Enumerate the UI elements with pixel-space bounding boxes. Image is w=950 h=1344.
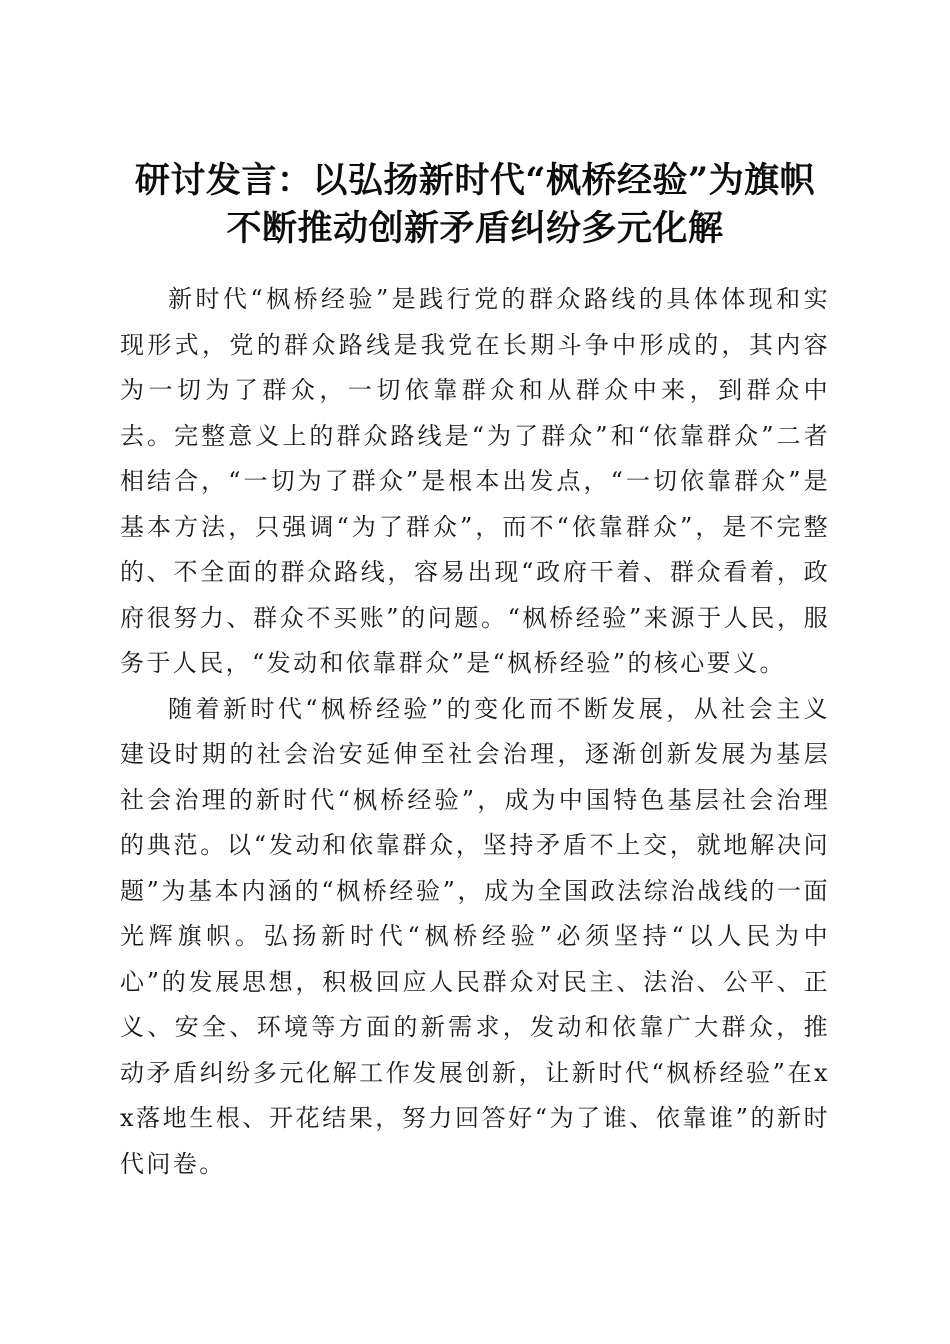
title-line-2: 不断推动创新矛盾纠纷多元化解 bbox=[226, 208, 724, 250]
paragraph-1: 新时代“枫桥经验”是践行党的群众路线的具体体现和实现形式，党的群众路线是我党在长期斗争中形成的，其内容为一切为了群众，一切依靠群众和从群众中来，到群众中去。完整意义上的群众路线是“为了群众”和“依靠群众”二者相结合，“一切为了群众”是根本出发点，“一切依靠群众”是基本方法，只强调“为了群众”，而不“依靠群众”，是不完整的、不全面的群众路线，容易出现“政府干着、群众看着，政府很努力、群众不买账”的问题。“枫桥经验”来源于人民，服务于人民，“发动和依靠群众”是“枫桥经验”的核心要义。 bbox=[120, 285, 830, 677]
document-title bbox=[110, 157, 840, 253]
paragraph-2: 随着新时代“枫桥经验”的变化而不断发展，从社会主义建设时期的社会治安延伸至社会治理，逐渐创新发展为基层社会治理的新时代“枫桥经验”，成为中国特色基层社会治理的典范。以“发动和依靠群众，坚持矛盾不上交，就地解决问题”为基本内涵的“枫桥经验”，成为全国政法综治战线的一面光辉旗帜。弘扬新时代“枫桥经验”必须坚持“以人民为中心”的发展思想，积极回应人民群众对民主、法治、公平、正义、安全、环境等方面的新需求，发动和依靠广大群众，推动矛盾纠纷多元化解工作发展创新，让新时代“枫桥经验”在xx落地生根、开花结果，努力回答好“为了谁、依靠谁”的新时代问卷。 bbox=[120, 694, 830, 1178]
title-line-1: 研讨发言：以弘扬新时代“枫桥经验”为旗帜 bbox=[134, 160, 816, 202]
document-body bbox=[120, 277, 830, 1187]
